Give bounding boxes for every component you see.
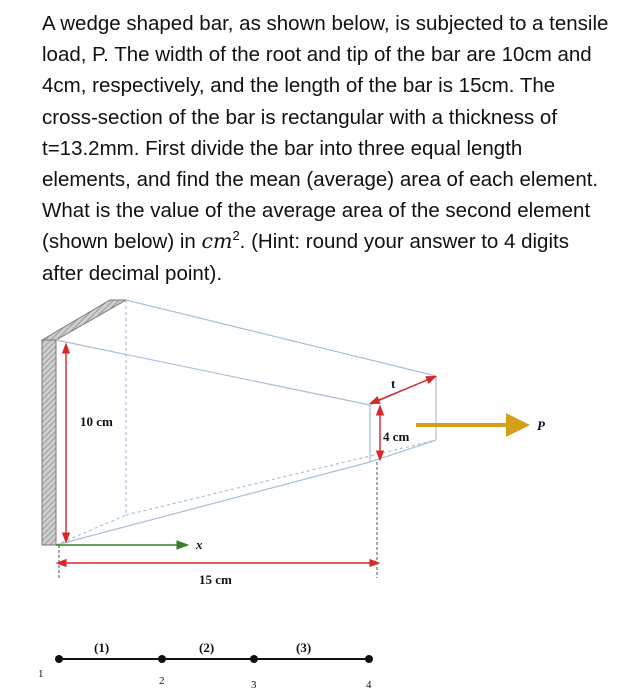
node-3 xyxy=(250,655,258,663)
fe-mesh xyxy=(38,640,373,691)
node-2-label: 2 xyxy=(159,675,165,687)
tip-width-label: 4 cm xyxy=(383,429,410,444)
unit-cm: cm xyxy=(201,229,233,254)
element-3-label: (3) xyxy=(296,640,312,655)
wedge-bar xyxy=(56,300,436,545)
node-3-label: 3 xyxy=(251,679,257,691)
element-1-label: (1) xyxy=(94,640,110,655)
node-1 xyxy=(55,655,63,663)
unit-exponent: 2 xyxy=(232,228,240,244)
length-label: 15 cm xyxy=(199,572,232,587)
problem-text: A wedge shaped bar, as shown below, is subjected to a tensile load, P. The width of the root and tip of the bar are 10cm and 4cm, respectively, and the length of the bar is 15cm. The cross-section of the bar is rectangular with a thickness of t=13.2mm. First divide the bar into three equal length elements, and find the mean (average) area of each element. What is the value of the average area of the second element (shown below) in xyxy=(42,12,609,254)
load-label: P xyxy=(537,418,545,433)
node-2 xyxy=(158,655,166,663)
length-dimension xyxy=(59,462,377,578)
root-width-label: 10 cm xyxy=(80,414,113,429)
node-1-label: 1 xyxy=(38,668,44,680)
x-axis-label: x xyxy=(196,537,203,552)
element-2-label: (2) xyxy=(199,640,215,655)
thickness-dimension xyxy=(374,378,432,402)
node-4 xyxy=(365,655,373,663)
thickness-label: t xyxy=(391,376,396,391)
node-4-label: 4 xyxy=(366,679,372,691)
problem-hint: . (Hint: round your answer to 4 digits after decimal point). xyxy=(42,230,569,285)
